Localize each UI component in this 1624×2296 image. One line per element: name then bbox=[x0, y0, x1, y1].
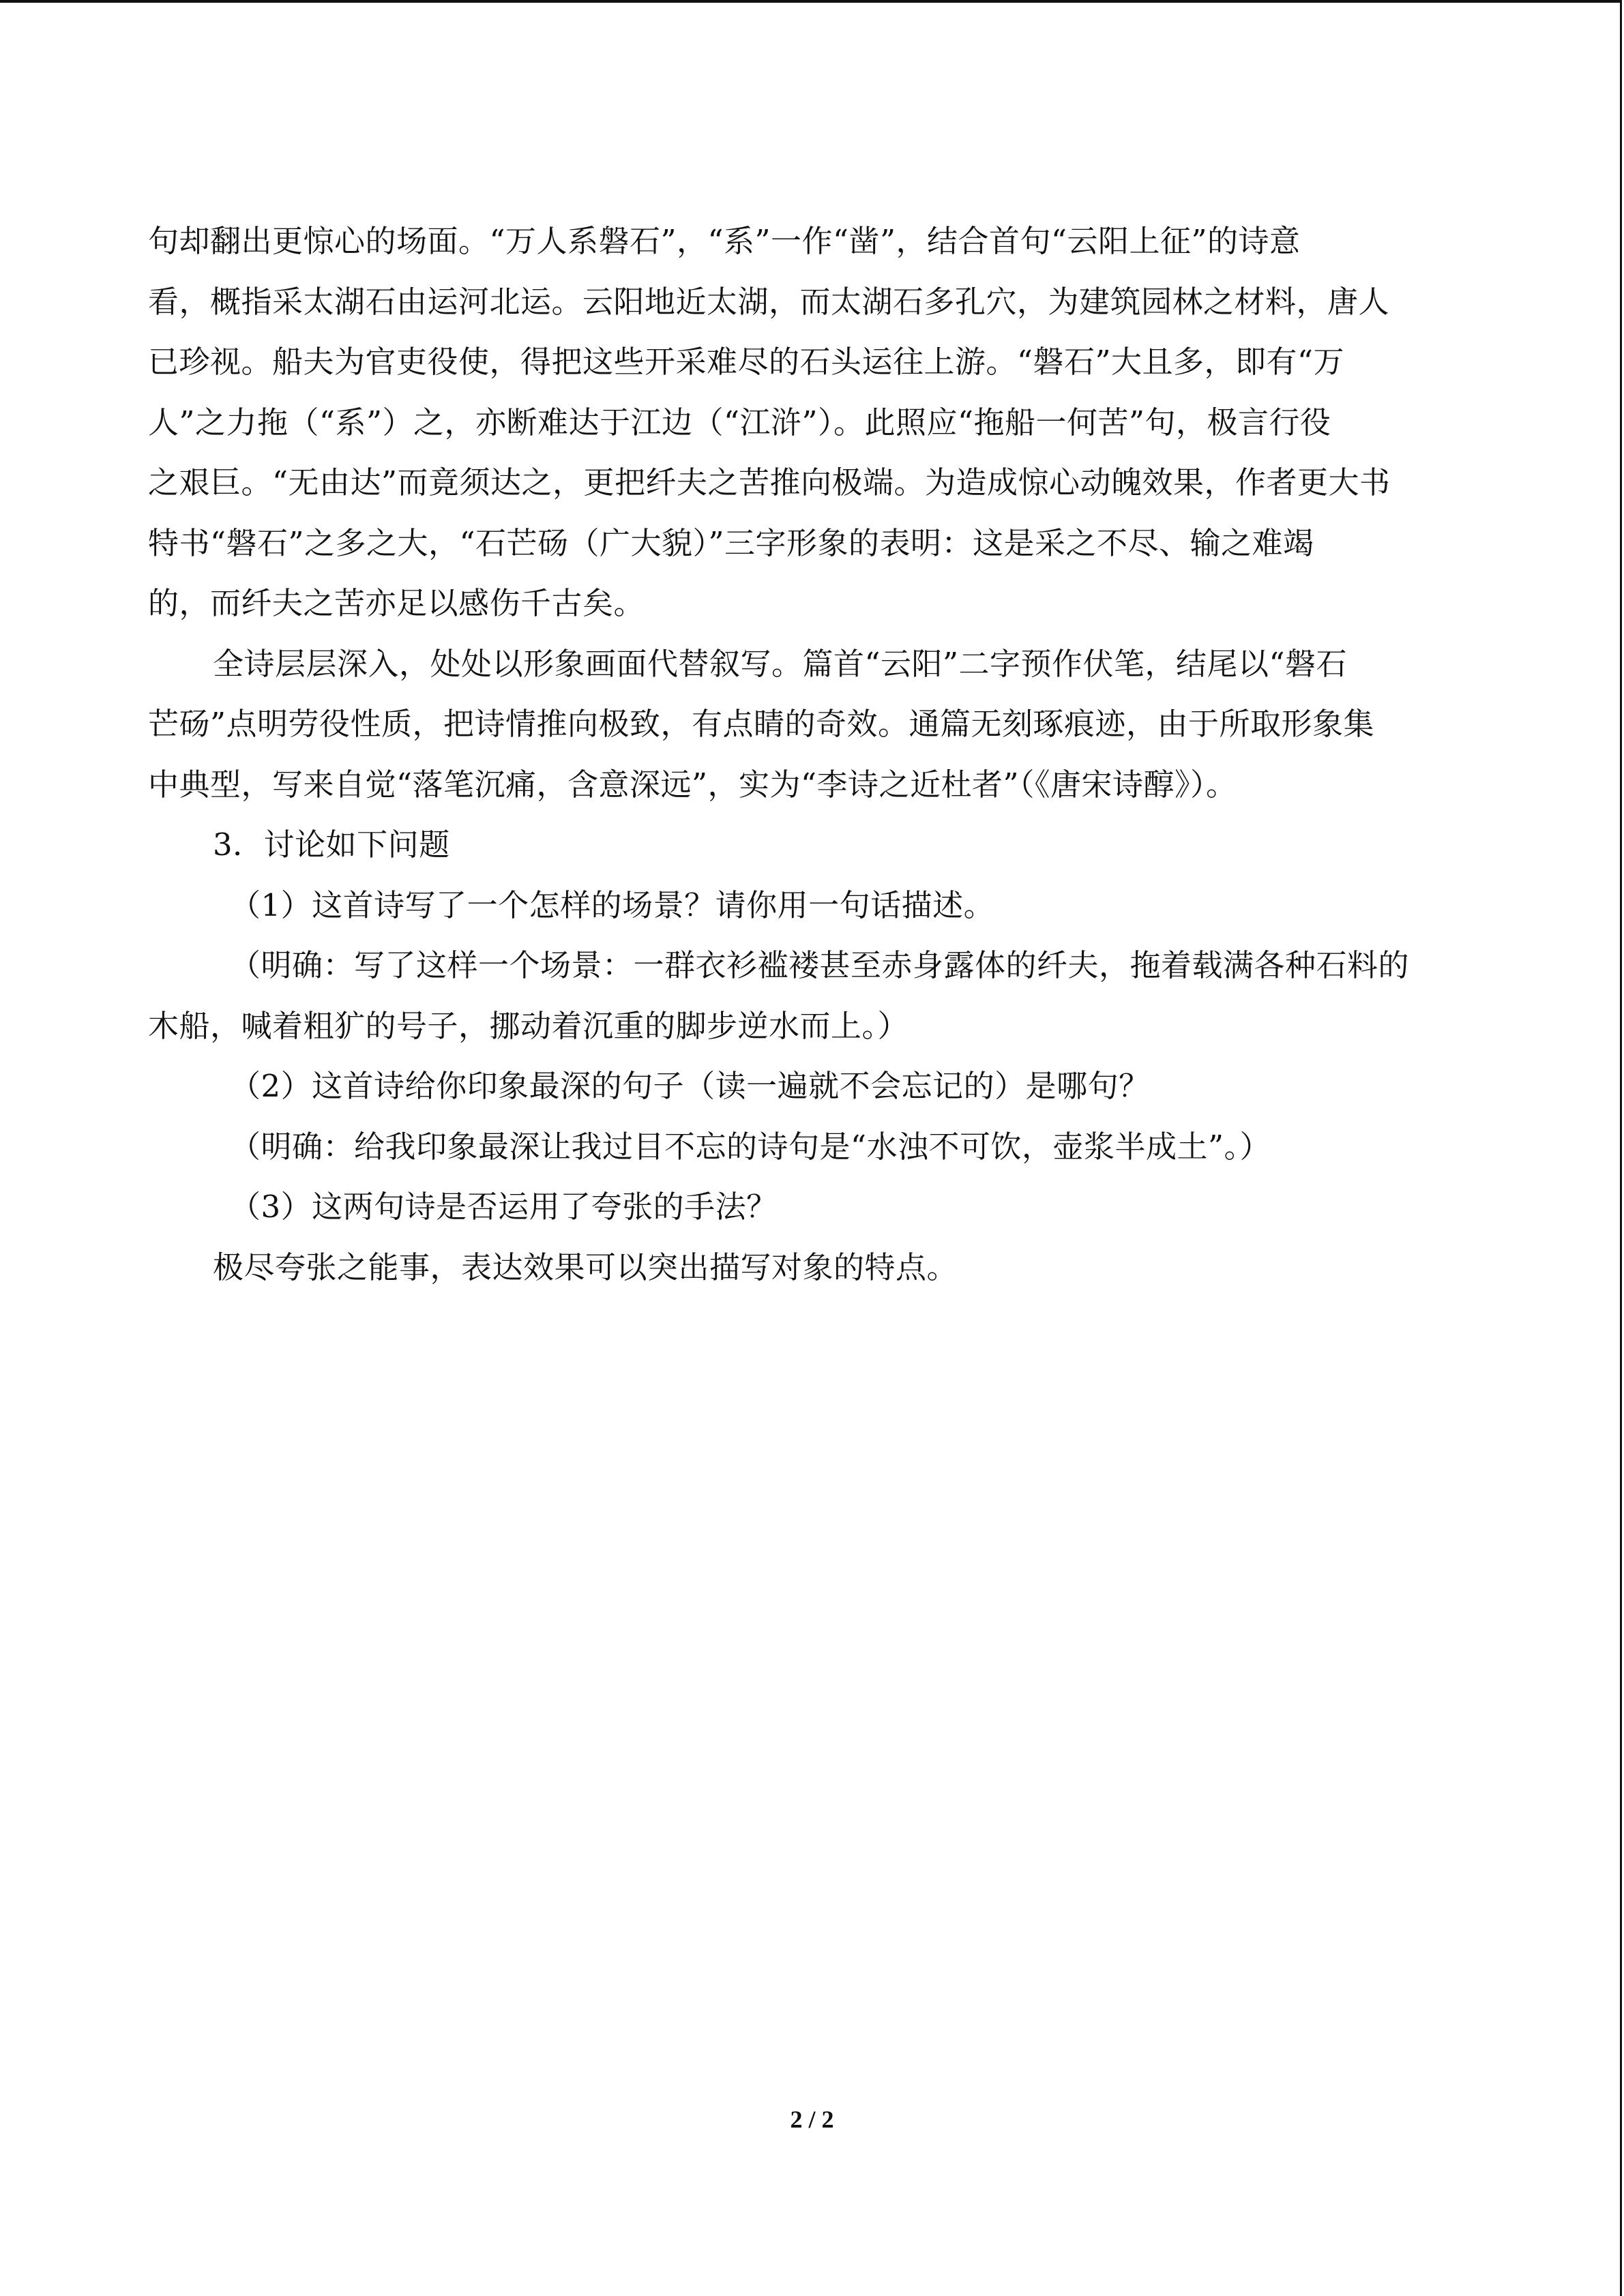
text-line: 之艰巨。“无由达”而竟须达之，更把纤夫之苦推向极端。为造成惊心动魄效果，作者更大书 bbox=[148, 464, 1391, 501]
question-2 bbox=[148, 1056, 1478, 1177]
answer-text: （明确：写了这样一个场景：一群衣衫褴褛甚至赤身露体的纤夫，拖着载满各种石料的 bbox=[230, 947, 1410, 983]
text-line: 特书“磐石”之多之大，“石芒砀（广大貌）”三字形象的表明：这是采之不尽、输之难竭 bbox=[148, 524, 1314, 561]
text-line: 句却翻出更惊心的场面。“万人系磐石”，“系”一作“凿”，结合首句“云阳上征”的诗意 bbox=[148, 223, 1301, 259]
answer-text: （明确：给我印象最深让我过目不忘的诗句是“水浊不可饮，壶浆半成土”。） bbox=[230, 1128, 1271, 1165]
text-line: 已珍视。船夫为官吏役使，得把这些开采难尽的石头运往上游。“磐石”大且多，即有“万 bbox=[148, 344, 1345, 380]
question-1 bbox=[148, 876, 1478, 1057]
text-line: 中典型，写来自觉“落笔沉痛，含意深远”，实为“李诗之近杜者”（《唐宋诗醇》）。 bbox=[148, 766, 1237, 803]
document-body bbox=[148, 211, 1478, 1298]
paragraph-analysis bbox=[148, 211, 1478, 634]
text-line: 芒砀”点明劳役性质，把诗情推向极致，有点睛的奇效。通篇无刻琢痕迹，由于所取形象集 bbox=[148, 706, 1375, 742]
question-text: （2）这首诗给你印象最深的句子（读一遍就不会忘记的）是哪句？ bbox=[230, 1068, 1150, 1104]
question-text: （3）这两句诗是否运用了夸张的手法？ bbox=[230, 1189, 778, 1225]
section-heading: 3．讨论如下问题 bbox=[213, 826, 450, 863]
text-line: 看，概指采太湖石由运河北运。云阳地近太湖，而太湖石多孔穴，为建筑园林之材料，唐人 bbox=[148, 283, 1390, 320]
text-line: 人”之力拖（“系”）之，亦断难达于江边（“江浒”）。此照应“拖船一何苦”句，极言行役 bbox=[148, 404, 1331, 441]
text-line: 全诗层层深入，处处以形象画面代替叙写。篇首“云阳”二字预作伏笔，结尾以“磐石 bbox=[213, 645, 1348, 682]
page-number: 2 / 2 bbox=[790, 2106, 834, 2133]
question-text: （1）这首诗写了一个怎样的场景？请你用一句话描述。 bbox=[230, 886, 995, 923]
answer-text: 木船，喊着粗犷的号子，挪动着沉重的脚步逆水而上。） bbox=[148, 1007, 909, 1044]
question-3 bbox=[148, 1177, 1478, 1298]
paragraph-summary bbox=[148, 634, 1478, 816]
text-line: 的，而纤夫之苦亦足以感伤千古矣。 bbox=[148, 585, 645, 621]
answer-text: 极尽夸张之能事，表达效果可以突出描写对象的特点。 bbox=[213, 1249, 958, 1285]
